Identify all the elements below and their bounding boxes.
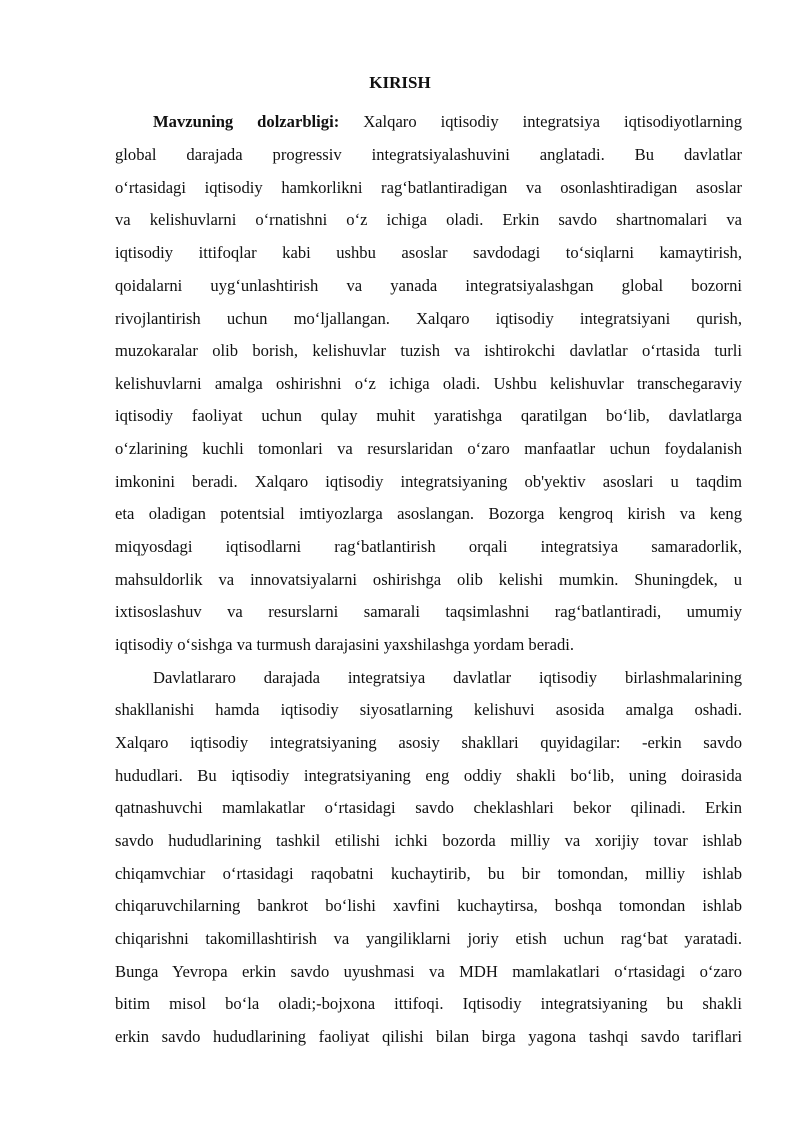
text-line: erkin savdo hududlarining faoliyat qilishi bilan birga yagona tashqi savdo tariflari [115,1027,742,1046]
text-line: rivojlantirish uchun mo‘ljallangan. Xalqaro iqtisodiy integratsiyani qurish, [115,309,742,328]
text-line: o‘zlarining kuchli tomonlari va resurslaridan o‘zaro manfaatlar uchun foydalanish [115,439,742,458]
text-line: eta oladigan potentsial imtiyozlarga asoslangan. Bozorga kengroq kirish va keng [115,504,742,523]
text-line: va kelishuvlarni o‘rnatishni o‘z ichiga oladi. Erkin savdo shartnomalari va [115,210,742,229]
text-line: iqtisodiy o‘sishga va turmush darajasini yaxshilashga yordam beradi. [115,635,575,654]
text-line: o‘rtasidagi iqtisodiy hamkorlikni rag‘batlantiradigan va osonlashtiradigan asoslar [115,178,742,197]
section-lead: Mavzuning dolzarbligi: [153,112,340,131]
text-line: bitim misol bo‘la oladi;-bojxona ittifoqi. Iqtisodiy integratsiyaning bu shakli [115,994,742,1013]
text-line: global darajada progressiv integratsiyalashuvini anglatadi. Bu davlatlar [115,145,742,164]
text-line: Xalqaro iqtisodiy integratsiyaning asosiy shakllari quyidagilar: -erkin savdo [115,733,742,752]
text-line: iqtisodiy ittifoqlar kabi ushbu asoslar savdodagi to‘siqlarni kamaytirish, [115,243,742,262]
text-line: savdo hududlarining tashkil etilishi ichki bozorda milliy va xorijiy tovar ishlab [115,831,742,850]
text-line: kelishuvlarni amalga oshirishni o‘z ichiga oladi. Ushbu kelishuvlar transchegaraviy [115,374,742,393]
text-line: imkonini beradi. Xalqaro iqtisodiy integratsiyaning ob'yektiv asoslari u taqdim [115,472,742,491]
document-title: KIRISH [369,73,431,92]
text-line: mahsuldorlik va innovatsiyalarni oshirishga olib kelishi mumkin. Shuningdek, u [115,570,742,589]
text-line: chiqarishni takomillashtirish va yangiliklarni joriy etish uchun rag‘bat yaratadi. [115,929,742,948]
text-line: qoidalarni uyg‘unlashtirish va yanada integratsiyalashgan global bozorni [115,276,742,295]
text-line: miqyosdagi iqtisodlarni rag‘batlantirish orqali integratsiya samaradorlik, [115,537,742,556]
text-line: Mavzuning dolzarbligi: Xalqaro iqtisodiy integratsiya iqtisodiyotlarning [153,112,742,131]
text-line: shakllanishi hamda iqtisodiy siyosatlarning kelishuvi asosida amalga oshadi. [115,700,742,719]
text-line: Davlatlararo darajada integratsiya davlatlar iqtisodiy birlashmalarining [153,668,742,687]
text-line: Bunga Yevropa erkin savdo uyushmasi va MDH mamlakatlari o‘rtasidagi o‘zaro [115,962,742,981]
text-line: iqtisodiy faoliyat uchun qulay muhit yaratishga qaratilgan bo‘lib, davlatlarga [115,406,742,425]
text-line: chiqaruvchilarning bankrot bo‘lishi xavfini kuchaytirsa, boshqa tomondan ishlab [115,896,742,915]
text-line: qatnashuvchi mamlakatlar o‘rtasidagi savdo cheklashlari bekor qilinadi. Erkin [115,798,742,817]
text-line: chiqamvchiar o‘rtasidagi raqobatni kuchaytirib, bu bir tomondan, milliy ishlab [115,864,742,883]
text-line: ixtisoslashuv va resurslarni samarali taqsimlashni rag‘batlantiradi, umumiy [115,602,742,621]
text-line: hududlari. Bu iqtisodiy integratsiyaning eng oddiy shakli bo‘lib, uning doirasida [115,766,742,785]
text-line: muzokaralar olib borish, kelishuvlar tuzish va ishtirokchi davlatlar o‘rtasida turli [115,341,742,360]
